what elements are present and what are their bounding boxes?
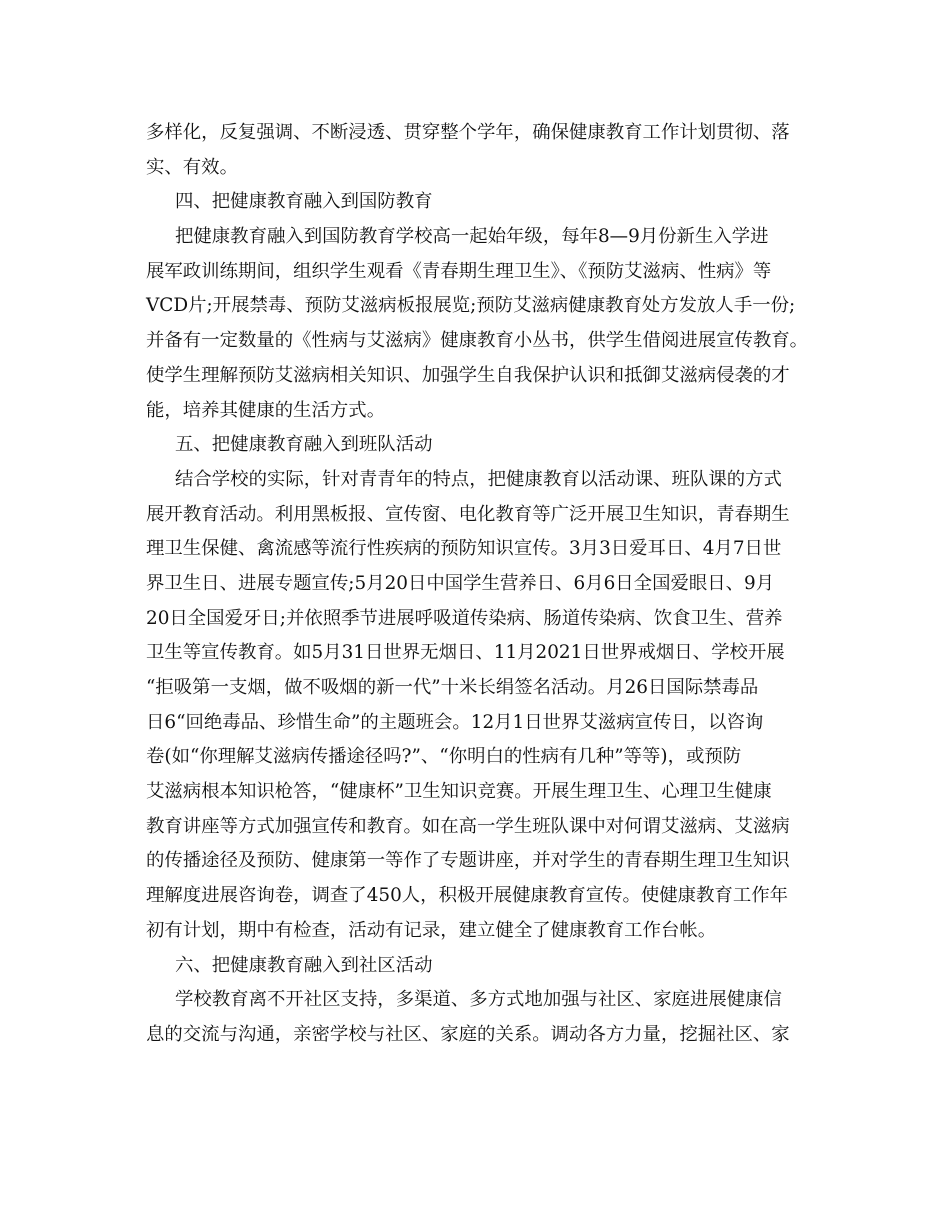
text-line: 使学生理解预防艾滋病相关知识、加强学生自我保护认识和抵御艾滋病侵袭的才 — [146, 364, 790, 386]
text-line: 能，培养其健康的生活方式。 — [146, 399, 386, 421]
text-line: 卷(如“你理解艾滋病传播途径吗?”、“你明白的性病有几种”等等)，或预防 — [146, 746, 742, 768]
paragraph-first-line: 把健康教育融入到国防教育学校高一起始年级，每年8—9月份新生入学进 — [175, 226, 769, 248]
text-line: 日6“回绝毒品、珍惜生命”的主题班会。12月1日世界艾滋病宣传日，以咨询 — [146, 711, 764, 733]
document-body — [146, 116, 809, 1053]
text-line: 并备有一定数量的《性病与艾滋病》健康教育小丛书，供学生借阅进展宣传教育。 — [146, 330, 809, 352]
text-line: 多样化，反复强调、不断浸透、贯穿整个学年，确保健康教育工作计划贯彻、落 — [146, 122, 790, 143]
text-line: 息的交流与沟通，亲密学校与社区、家庭的关系。调动各方力量，挖掘社区、家 — [146, 1023, 790, 1045]
text-line: 理解度进展咨询卷，调查了450人，积极开展健康教育宣传。使健康教育工作年 — [146, 885, 788, 907]
text-line: “拒吸第一支烟，做不吸烟的新一代”十米长绢签名活动。月26日国际禁毒品 — [146, 677, 759, 698]
text-line: 界卫生日、进展专题宣传;5月20日中国学生营养日、6月6日全国爱眼日、9月 — [146, 572, 775, 594]
text-line: VCD片;开展禁毒、预防艾滋病板报展览;预防艾滋病健康教育处方发放人手一份; — [146, 295, 796, 317]
text-line: 展开教育活动。利用黑板报、宣传窗、电化教育等广泛开展卫生知识，青春期生 — [146, 503, 790, 525]
text-line: 的传播途径及预防、健康第一等作了专题讲座，并对学生的青春期生理卫生知识 — [146, 850, 790, 872]
text-line: 教育讲座等方式加强宣传和教育。如在高一学生班队课中对何谓艾滋病、艾滋病 — [146, 815, 790, 837]
paragraph-first-line: 结合学校的实际，针对青青年的特点，把健康教育以活动课、班队课的方式 — [175, 468, 782, 490]
text-line: 20日全国爱牙日;并依照季节进展呼吸道传染病、肠道传染病、饮食卫生、营养 — [146, 607, 783, 629]
text-line: 初有计划，期中有检查，活动有记录，建立健全了健康教育工作台帐。 — [146, 919, 717, 941]
text-line: 艾滋病根本知识枪答，“健康杯”卫生知识竞赛。开展生理卫生、心理卫生健康 — [146, 781, 772, 803]
text-line: 理卫生保健、禽流感等流行性疾病的预防知识宣传。3月3日爱耳日、4月7日世 — [146, 538, 782, 560]
paragraph-first-line: 学校教育离不开社区支持，多渠道、多方式地加强与社区、家庭进展健康信 — [175, 989, 782, 1011]
text-line: 实、有效。 — [146, 156, 238, 178]
paragraph-first-line: 六、把健康教育融入到社区活动 — [175, 954, 433, 976]
paragraph-first-line: 五、把健康教育融入到班队活动 — [175, 434, 433, 456]
text-line: 卫生等宣传教育。如5月31日世界无烟日、11月2021日世界戒烟日、学校开展 — [146, 642, 785, 664]
text-line: 展军政训练期间，组织学生观看《青春期生理卫生》、《预防艾滋病、性病》等 — [146, 260, 772, 282]
paragraph-first-line: 四、把健康教育融入到国防教育 — [175, 191, 433, 213]
